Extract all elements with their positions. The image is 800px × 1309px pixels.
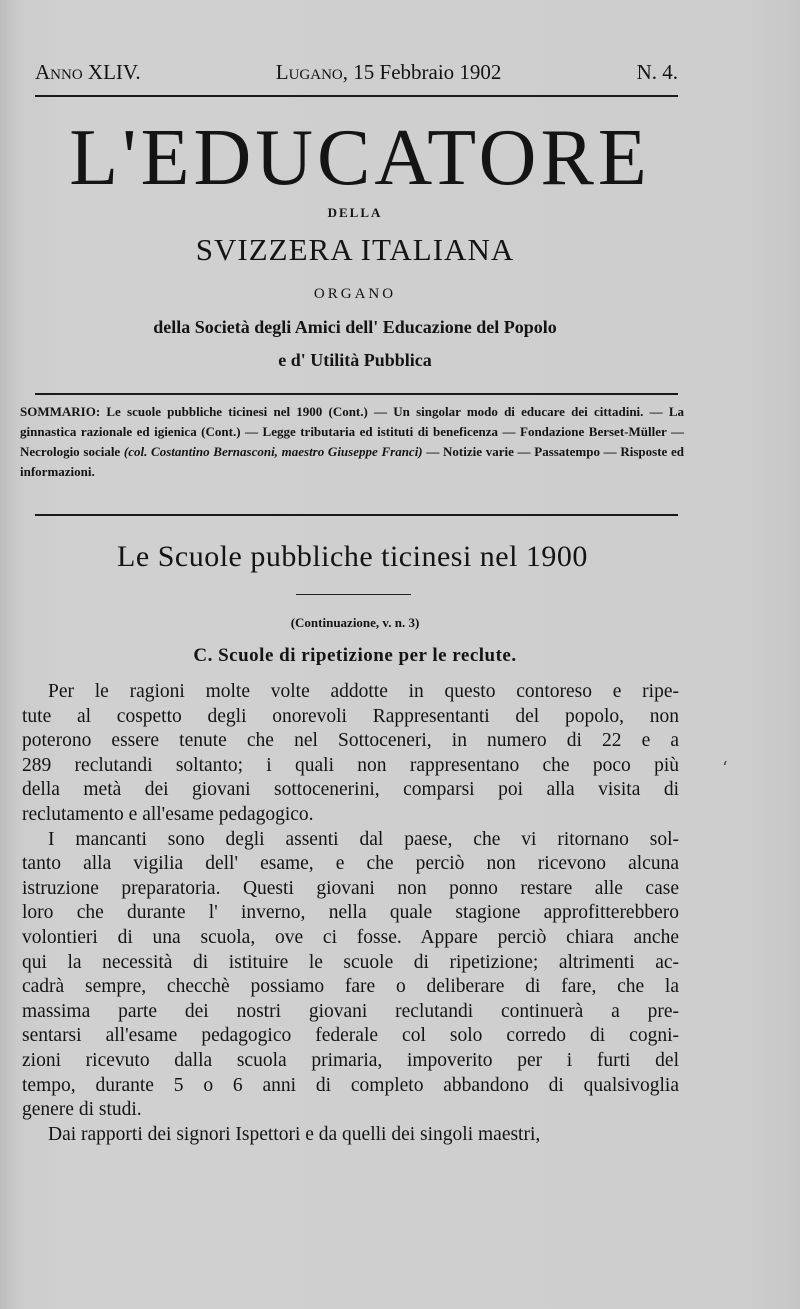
journal-title: L'EDUCATORE <box>69 114 651 202</box>
masthead-svizzera-italiana: SVIZZERA ITALIANA <box>195 232 515 267</box>
sommario-italic: (col. Costantino Bernasconi, maestro Giuseppe Franci) <box>123 444 423 459</box>
masthead-society-line1: della Società degli Amici dell' Educazione del Popolo <box>153 317 557 337</box>
article-line: massima parte dei nostri giovani reclutandi continuerà a pre- <box>22 1000 679 1022</box>
article-line: genere di studi. <box>22 1099 142 1121</box>
article-paragraph <box>22 828 679 1123</box>
sommario-text-2: — Notizie varie — Passatempo — Risposte ed informazioni. <box>20 444 684 479</box>
article-line: tanto alla vigilia dell' esame, e che perciò non ricevono alcuna <box>22 853 679 875</box>
sommario-label: SOMMARIO: <box>20 404 101 419</box>
masthead-organo: ORGANO <box>313 286 397 302</box>
article-line: loro che durante l' inverno, nella quale stagione approfitterebbero <box>22 902 679 924</box>
article-line: tempo, durante 5 o 6 anni di completo abbandono di qualsivoglia <box>22 1074 679 1096</box>
article-title: Le Scuole pubbliche ticinesi nel 1900 <box>117 540 588 573</box>
margin-mark: ʻ <box>722 758 728 779</box>
article-line: zioni ricevuto dalla scuola primaria, impoverito per i furti del <box>22 1049 679 1071</box>
sommario-text-1: Le scuole pubbliche ticinesi nel 1900 (Cont.) — Un singolar modo di educare dei cittadini. — La ginnastica razionale ed igienica (Cont.) — Legge tributaria ed istituti di beneficenza — Fondazione Berset-Müller — Necrologio sociale <box>20 404 684 459</box>
article-line: Dai rapporti dei signori Ispettori e da quelli dei singoli maestri, <box>48 1123 541 1145</box>
masthead-society-line2: e d' Utilità Pubblica <box>278 350 432 370</box>
masthead-della: DELLA <box>327 205 383 220</box>
title-underline <box>296 594 411 595</box>
issue-year: Anno XLIV. <box>35 60 141 84</box>
issue-date: Lugano, 15 Febbraio 1902 <box>275 60 502 84</box>
continuation-note: (Continuazione, v. n. 3) <box>290 615 420 630</box>
article-line: 289 reclutandi soltanto; i quali non rappresentano che poco più <box>22 754 679 776</box>
article-line: tute al cospetto degli onorevoli Rappresentanti del popolo, non <box>22 705 679 727</box>
article-line: cadrà sempre, checchè possiamo fare o deliberare di fare, che la <box>22 976 679 998</box>
article-line: reclutamento e all'esame pedagogico. <box>22 803 314 825</box>
article-line: istruzione preparatoria. Questi giovani non ponno restare alle case <box>22 877 679 899</box>
issue-number: N. 4. <box>636 60 678 84</box>
article-body <box>22 680 679 1147</box>
article-line: sentarsi all'esame pedagogico federale col solo corredo di cogni- <box>22 1025 679 1047</box>
article-line: volontieri di una scuola, ove ci fosse. Appare perciò chiara anche <box>22 926 679 948</box>
article-line: I mancanti sono degli assenti dal paese, che vi ritornano sol- <box>48 828 679 850</box>
sommario <box>20 402 684 482</box>
article-paragraph <box>22 1123 679 1148</box>
article-paragraph <box>22 680 679 828</box>
header-rule <box>35 95 678 97</box>
issue-header <box>35 60 678 85</box>
article-line: poterono essere tenute che nel Sottoceneri, in numero di 22 e a <box>22 730 679 752</box>
article-line: della metà dei giovani sottocenerini, comparsi poi alla visita di <box>22 779 679 801</box>
sommario-bottom-rule <box>35 514 678 516</box>
article-line: Per le ragioni molte volte addotte in questo contoreso e ripe- <box>48 681 679 702</box>
section-heading: C. Scuole di ripetizione per le reclute. <box>193 645 517 666</box>
sommario-top-rule <box>35 393 678 395</box>
article-line: qui la necessità di istituire le scuole di ripetizione; altrimenti ac- <box>22 951 679 973</box>
